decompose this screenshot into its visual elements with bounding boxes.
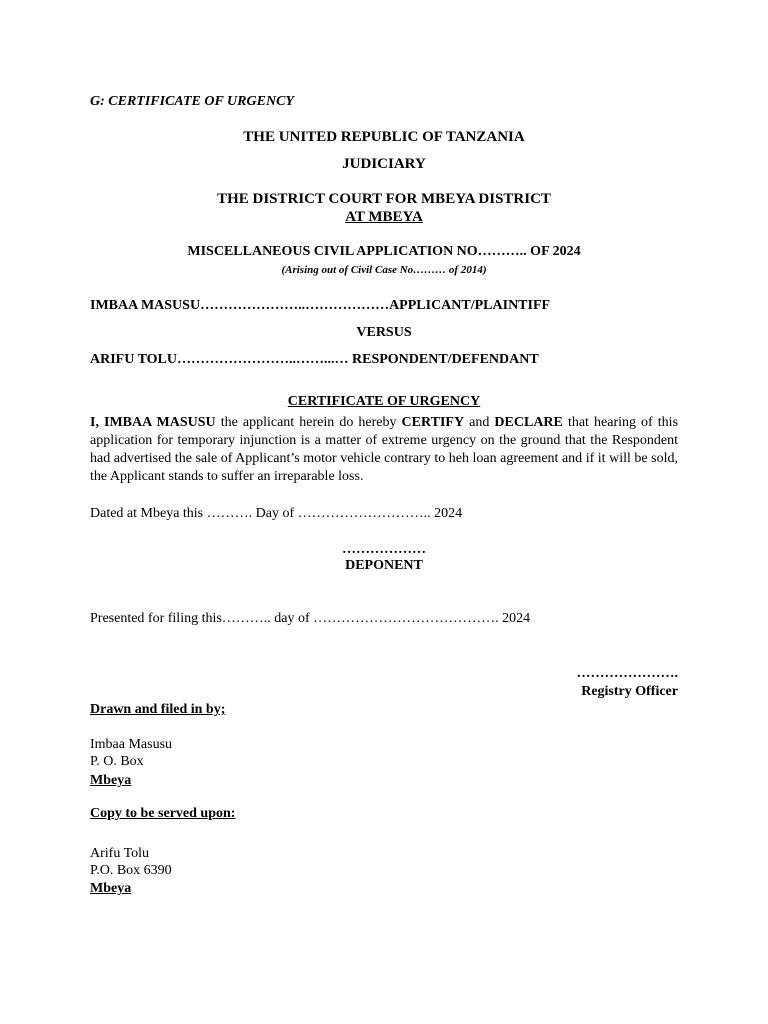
dated-line: Dated at Mbeya this ………. Day of ……………………….. 2024 <box>90 506 463 521</box>
court-title: THE DISTRICT COURT FOR MBEYA DISTRICT <box>217 191 551 207</box>
copy-name: Arifu Tolu <box>90 846 150 861</box>
presented-line: Presented for filing this……….. day of …………………………………. 2024 <box>90 611 531 626</box>
deponent-signature-dots: ……………… <box>342 542 426 557</box>
arising-note: (Arising out of Civil Case No……… of 2014) <box>281 264 487 276</box>
certificate-body <box>90 414 678 486</box>
applicant-line: IMBAA MASUSU…………………..………………APPLICANT/PLAINTIFF <box>90 298 551 313</box>
respondent-line: ARIFU TOLU……………………..……...… RESPONDENT/DEFENDANT <box>90 352 539 367</box>
registry-signature-dots: …………………. <box>576 666 678 681</box>
certificate-title-text: CERTIFICATE OF URGENCY <box>287 394 481 409</box>
copy-heading: Copy to be served upon: <box>90 806 236 821</box>
country-title: THE UNITED REPUBLIC OF TANZANIA <box>243 129 525 145</box>
drawn-city: Mbeya <box>90 773 132 788</box>
versus-label: VERSUS <box>356 325 412 340</box>
body-text-1: the applicant herein do hereby <box>215 415 402 430</box>
body-text-2: that hearing of this application for temporary injunction is a matter of extreme urgency on the ground that the Respondent had advertised the sale of Applicant’s motor vehicle contrary to heh loan agreement and if it will be sold, the Applicant stands to suffer an irreparable loss. <box>90 415 679 484</box>
drawn-heading: Drawn and filed in by; <box>90 702 226 717</box>
certify-word: CERTIFY <box>401 415 465 430</box>
certificate-title <box>0 393 768 410</box>
declare-word: DECLARE <box>494 415 563 430</box>
deponent-label: DEPONENT <box>345 558 423 573</box>
registry-officer-label: Registry Officer <box>581 684 678 699</box>
deponent-name: I, IMBAA MASUSU <box>90 415 216 430</box>
copy-city: Mbeya <box>90 881 132 896</box>
drawn-name: Imbaa Masusu <box>90 737 173 752</box>
body-and: and <box>464 415 495 430</box>
court-location-text: AT MBEYA <box>345 209 423 225</box>
drawn-box: P. O. Box <box>90 754 144 769</box>
judiciary-title: JUDICIARY <box>342 156 426 172</box>
copy-box: P.O. Box 6390 <box>90 863 172 878</box>
section-heading: G: CERTIFICATE OF URGENCY <box>90 94 294 109</box>
court-location <box>0 209 768 226</box>
application-title: MISCELLANEOUS CIVIL APPLICATION NO……….. OF 2024 <box>187 244 581 259</box>
